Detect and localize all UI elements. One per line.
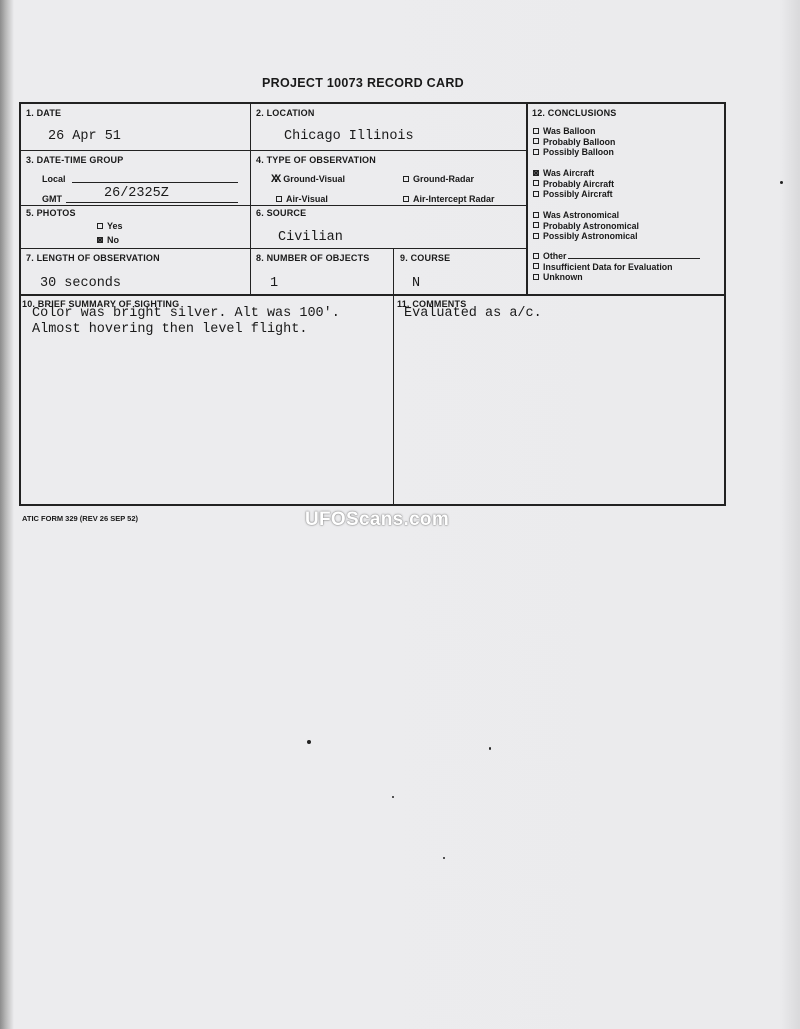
conclusion-item: Possibly Astronomical [533,231,639,242]
photos-yes-option [97,221,123,231]
divider [526,102,528,295]
checked-box-icon [533,170,539,176]
local-label: Local [42,174,66,184]
conclusion-item: Insufficient Data for Evaluation [533,262,700,273]
length-label: 7. LENGTH OF OBSERVATION [26,253,160,263]
photos-no-option [97,235,119,245]
divider [250,102,251,295]
course-label: 9. COURSE [400,253,451,263]
conclusion-item-checked: Was Aircraft [533,168,614,179]
divider [19,205,527,206]
scan-speck [307,740,311,744]
location-value: Chicago Illinois [284,129,414,144]
form-id: ATIC FORM 329 (REV 26 SEP 52) [22,514,139,523]
divider [393,248,394,506]
ground-visual-option [271,174,345,186]
location-label: 2. LOCATION [256,108,315,118]
conclusion-item: Other [533,251,700,262]
conclusion-item: Possibly Balloon [533,147,615,158]
conclusion-item: Was Balloon [533,126,615,137]
gmt-value: 26/2325Z [104,186,169,201]
type-label: 4. TYPE OF OBSERVATION [256,155,376,165]
summary-label: 10. BRIEF SUMMARY OF SIGHTING [22,299,180,309]
checkbox-icon [533,180,539,186]
checkbox-icon [97,223,103,229]
checkbox-icon [533,253,539,259]
scan-speck [392,796,394,798]
conclusion-item: Probably Aircraft [533,179,614,190]
checkbox-icon [533,233,539,239]
other-line [568,258,700,259]
local-line [72,182,238,183]
conclusion-item: Possibly Aircraft [533,189,614,200]
ground-radar-label: Ground-Radar [413,174,475,184]
dtg-label: 3. DATE-TIME GROUP [26,155,124,165]
photos-no-label: No [107,235,119,245]
conclusion-item: Probably Astronomical [533,221,639,232]
summary-line-2: Almost hovering then level flight. [32,322,308,337]
air-intercept-option [403,194,495,204]
gmt-label: GMT [42,194,62,204]
scan-speck [489,747,491,750]
length-value: 30 seconds [40,276,122,291]
course-value: N [412,276,421,291]
conclusions-group-other [533,251,700,283]
date-value: 26 Apr 51 [48,129,121,144]
checkbox-icon [533,212,539,218]
checkbox-icon [276,196,282,202]
watermark: UFOScans.com [305,509,450,530]
source-value: Civilian [278,230,343,245]
checkbox-icon [533,222,539,228]
ground-visual-label: Ground-Visual [283,174,346,184]
checkbox-icon [403,196,409,202]
comments-value: Evaluated as a/c. [404,306,542,321]
conclusion-item: Unknown [533,272,700,283]
source-label: 6. SOURCE [256,208,307,218]
conclusions-label: 12. CONCLUSIONS [532,108,617,118]
objects-label: 8. NUMBER OF OBJECTS [256,253,370,263]
summary-line-1: Color was bright silver. Alt was 100'. [32,306,340,321]
conclusion-item: Probably Balloon [533,137,615,148]
comments-label: 11. COMMENTS [397,299,467,309]
photos-yes-label: Yes [107,221,123,231]
ground-radar-option [403,174,474,184]
gmt-line [66,202,238,203]
card-title: PROJECT 10073 RECORD CARD [262,76,464,90]
checkbox-icon [533,274,539,280]
air-visual-option [276,194,328,204]
scan-speck [443,857,445,859]
checked-box-icon [97,237,103,243]
photos-label: 5. PHOTOS [26,208,76,218]
checkbox-icon [533,128,539,134]
conclusion-item: Was Astronomical [533,210,639,221]
scan-speck [780,181,783,184]
air-visual-label: Air-Visual [286,194,328,204]
air-intercept-label: Air-Intercept Radar [413,194,495,204]
conclusions-group-astronomical [533,210,639,242]
objects-value: 1 [270,276,279,291]
conclusions-group-aircraft [533,168,614,200]
conclusions-group-balloon [533,126,615,158]
checkbox-icon [533,138,539,144]
divider [19,294,726,296]
date-label: 1. DATE [26,108,62,118]
checkbox-icon [533,263,539,269]
divider [19,150,527,151]
checkbox-icon [533,191,539,197]
x-mark-icon: XX [271,174,279,186]
checkbox-icon [533,149,539,155]
checkbox-icon [403,176,409,182]
divider [19,248,527,249]
